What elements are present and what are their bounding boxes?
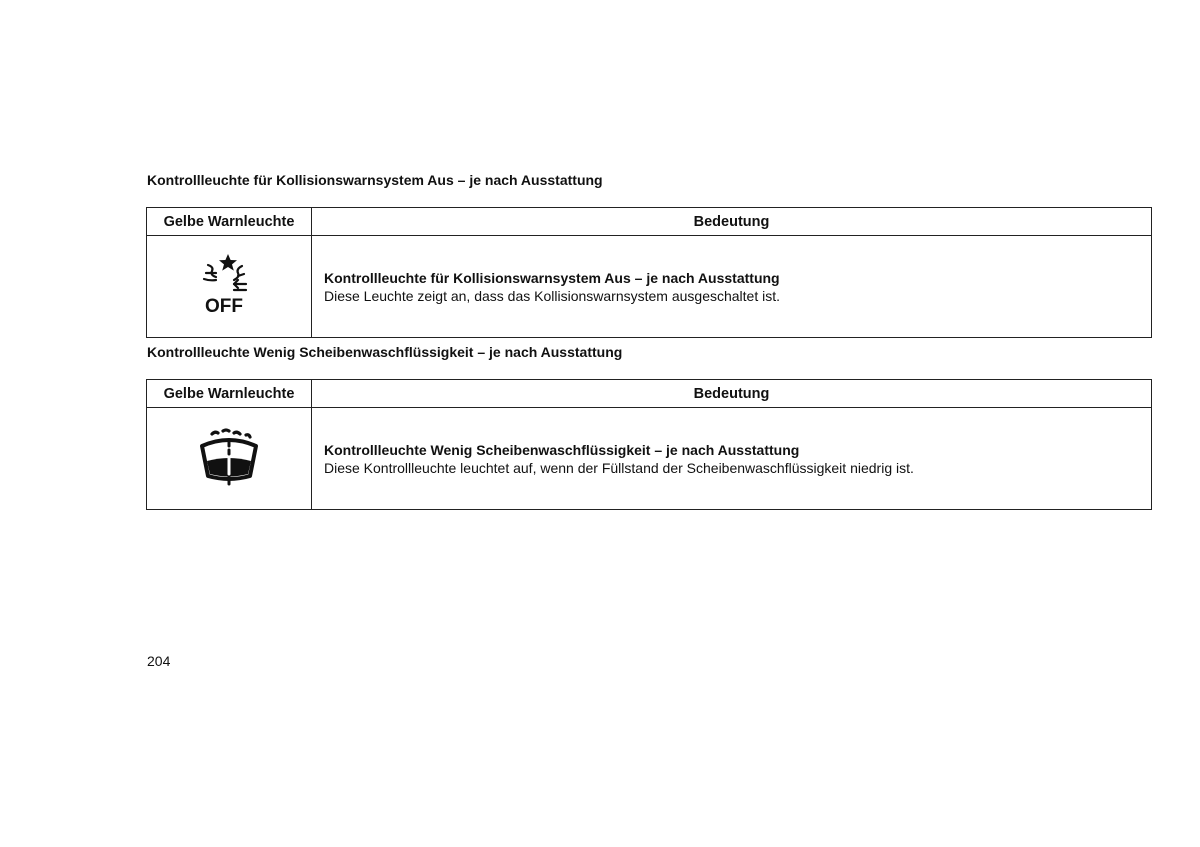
section-heading-washer-fluid: Kontrollleuchte Wenig Scheibenwaschflüssigkeit – je nach Ausstattung (147, 344, 623, 360)
table-row (147, 236, 1152, 338)
washer-fluid-table (146, 379, 1152, 510)
collision-warning-off-icon (194, 252, 264, 322)
column-header-meaning: Bedeutung (312, 208, 1152, 236)
section-heading-collision-warning: Kontrollleuchte für Kollisionswarnsystem Aus – je nach Ausstattung (147, 172, 603, 188)
page-number: 204 (147, 653, 171, 669)
table-header-row (147, 208, 1152, 236)
icon-cell (147, 408, 312, 510)
meaning-cell (312, 408, 1152, 510)
table-header-row (147, 380, 1152, 408)
column-header-meaning: Bedeutung (312, 380, 1152, 408)
column-header-warning-light: Gelbe Warnleuchte (147, 380, 312, 408)
entry-description: Diese Leuchte zeigt an, dass das Kollisionswarnsystem ausgeschaltet ist. (324, 287, 781, 304)
table-row (147, 408, 1152, 510)
entry-title: Kontrollleuchte Wenig Scheibenwaschflüssigkeit – je nach Ausstattung (324, 441, 800, 458)
column-header-warning-light: Gelbe Warnleuchte (147, 208, 312, 236)
icon-cell (147, 236, 312, 338)
collision-warning-table (146, 207, 1152, 338)
washer-fluid-low-icon (194, 424, 264, 494)
off-label: OFF (205, 295, 243, 317)
star-icon (219, 254, 237, 271)
entry-description: Diese Kontrollleuchte leuchtet auf, wenn der Füllstand der Scheibenwaschflüssigkeit niedrig ist. (324, 459, 914, 476)
entry-title: Kontrollleuchte für Kollisionswarnsystem Aus – je nach Ausstattung (324, 269, 780, 286)
meaning-cell (312, 236, 1152, 338)
